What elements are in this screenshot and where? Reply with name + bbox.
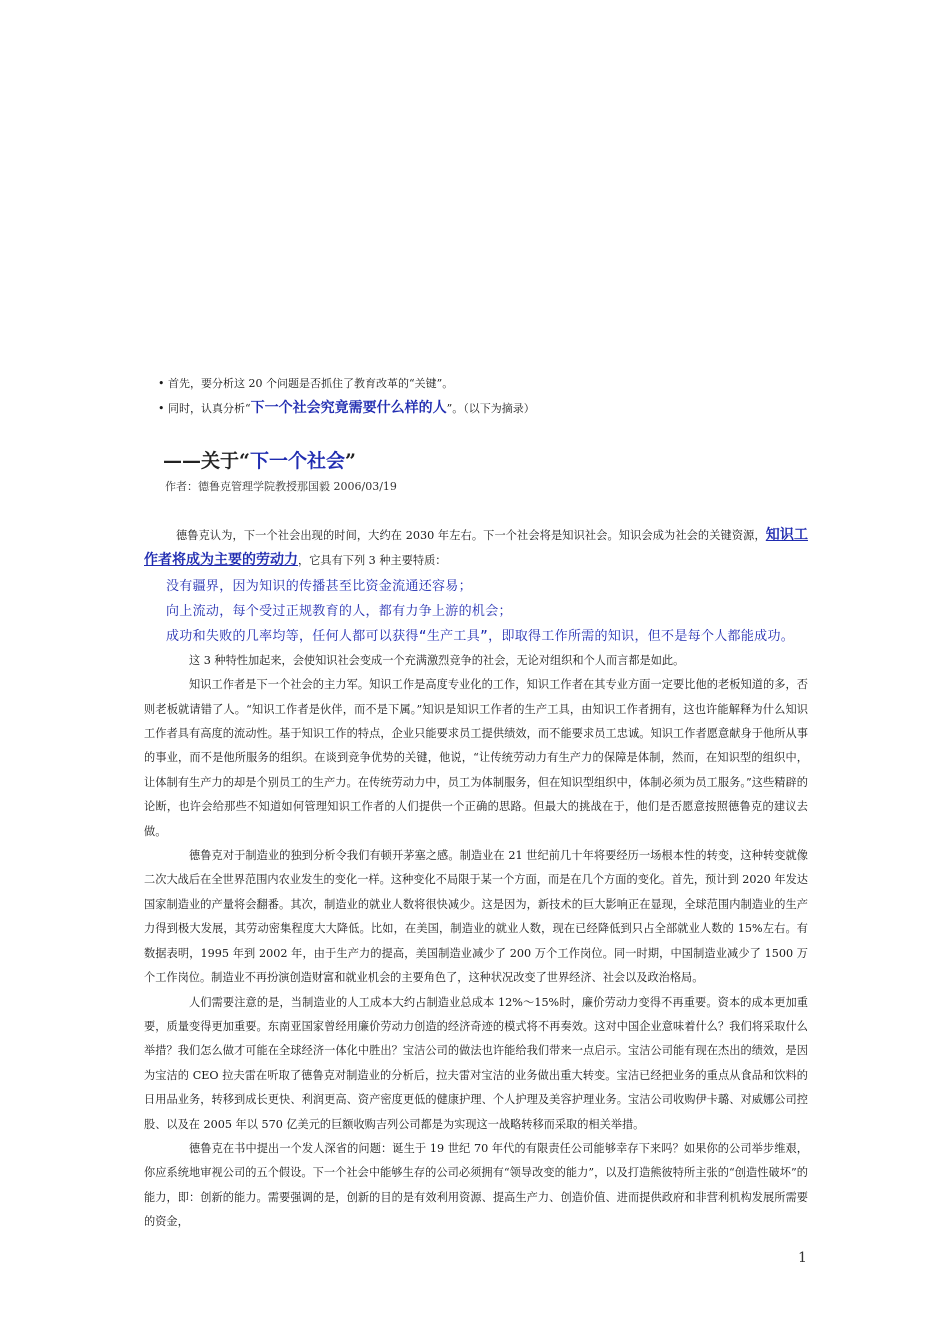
intro-paragraph [144, 523, 808, 574]
intro-text: 德鲁克认为，下一个社会出现的时间，大约在 2030 年左右。下一个社会将是知识社会。知识会成为社会的关键资源， [176, 529, 766, 542]
bullet-item [158, 398, 818, 422]
bullet-dot-icon: • [158, 402, 165, 415]
author-line: 作者：德鲁克管理学院教授那国毅 2006/03/19 [165, 480, 397, 493]
bullet-list [158, 374, 818, 422]
intro-text-end: ，它具有下列 3 种主要特质： [298, 554, 447, 568]
bullet-text-post: ”。（以下为摘录） [446, 402, 535, 415]
knowledge-worker-link[interactable]: 知识工作者将成为主要的劳动力 [144, 527, 809, 569]
bullet-dot-icon: • [158, 377, 165, 390]
title-prefix: ——关于“ [163, 450, 250, 472]
article-title [163, 446, 356, 473]
bullet-text-pre: 同时，认真分析“ [168, 402, 251, 415]
body-paragraph: 知识工作者是下一个社会的主力军。知识工作是高度专业化的工作，知识工作者在其专业方面一定要比他的老板知道的多，否则老板就请错了人。“知识工作者是伙伴，而不是下属。”知识是知识工作者的生产工具，由知识工作者拥有，这也许能解释为什么知识工作者具有高度的流动性。基于知识工作的特点，企业只能要求员工提供绩效，而不能要求员工忠诚。知识工作者愿意献身于他所从事的事业，而不是他所服务的组织。在谈到竞争优势的关键，他说，“让传统劳动力有生产力的保障是体制，然而，在知识型的组织中，让体制有生产力的却是个别员工的生产力。在传统劳动力中，员工为体制服务，但在知识型组织中，体制必须为员工服务。”这些精辟的论断，也许会给那些不知道如何管理知识工作者的人们提供一个正确的思路。但最大的挑战在于，他们是否愿意按照德鲁克的建议去做。 [144, 678, 808, 838]
body-paragraph: 人们需要注意的是，当制造业的人工成本大约占制造业总成本 12%～15%时，廉价劳动力变得不再重要。资本的成本更加重要，质量变得更加重要。东南亚国家曾经用廉价劳动力创造的经济奇迹的模式将不再奏效。这对中国企业意味着什么？我们将采取什么举措？我们怎么做才可能在全球经济一体化中胜出？宝洁公司的做法也许能给我们带来一点启示。宝洁公司能有现在杰出的绩效，是因为宝洁的 CEO 拉夫雷在听取了德鲁克对制造业的分析后，拉夫雷对宝洁的业务做出重大转变。宝洁已经把业务的重点从食品和饮料的日用品业务，转移到成长更快、利润更高、资产密度更低的健康护理、个人护理及美容护理业务。宝洁公司收购伊卡璐、对威娜公司控股、以及在 2005 年以 570 亿美元的巨额收购吉列公司都是为实现这一战略转移而采取的相关举措。 [144, 995, 808, 1131]
article-body [144, 523, 808, 1235]
feature-item: 成功和失败的几率均等，任何人都可以获得“生产工具”，即取得工作所需的知识，但不是每个人都能成功。 [166, 628, 795, 644]
bullet-highlight: 下一个社会究竟需要什么样的人 [250, 400, 447, 416]
feature-item: 没有疆界，因为知识的传播甚至比资金流通还容易； [166, 578, 472, 594]
body-paragraph: 这 3 种特性加起来，会使知识社会变成一个充满激烈竞争的社会，无论对组织和个人而言都是如此。 [189, 653, 685, 667]
body-paragraph: 德鲁克对于制造业的独到分析令我们有顿开茅塞之感。制造业在 21 世纪前几十年将要经历一场根本性的转变，这种转变就像二次大战后在全世界范围内农业发生的变化一样。这种变化不局限于某一个方面，而是在几个方面的变化。首先，预计到 2020 年发达国家制造业的产量将会翻番。其次，制造业的就业人数将很快减少。这是因为，新技术的巨大影响正在显现，全球范围内制造业的生产力得到极大发展，其劳动密集程度大大降低。比如，在美国，制造业的就业人数，现在已经降低到只占全部就业人数的 15%左右。有数据表明，1995 年到 2002 年，由于生产力的提高，美国制造业减少了 200 万个工作岗位。同一时期，中国制造业减少了 1500 万个工作岗位。制造业不再扮演创造财富和就业机会的主要角色了，这种状况改变了世界经济、社会以及政治格局。 [144, 849, 808, 985]
page-number: 1 [798, 1250, 807, 1266]
feature-item: 向上流动，每个受过正规教育的人，都有力争上游的机会； [166, 603, 512, 619]
bullet-item [158, 374, 818, 398]
title-highlight: 下一个社会 [249, 450, 345, 472]
bullet-text: 首先，要分析这 20 个问题是否抓住了教育改革的“关键”。 [168, 377, 454, 390]
title-suffix: ” [344, 450, 356, 472]
body-paragraph: 德鲁克在书中提出一个发人深省的问题：诞生于 19 世纪 70 年代的有限责任公司能够幸存下来吗？如果你的公司举步维艰，你应系统地审视公司的五个假设。下一个社会中能够生存的公司必须拥有“领导改变的能力”，以及打造熊彼特所主张的“创造性破坏”的能力，即：创新的能力。需要强调的是，创新的目的是有效利用资源、提高生产力、创造价值、进而提供政府和非营利机构发展所需要的资金， [144, 1141, 808, 1229]
